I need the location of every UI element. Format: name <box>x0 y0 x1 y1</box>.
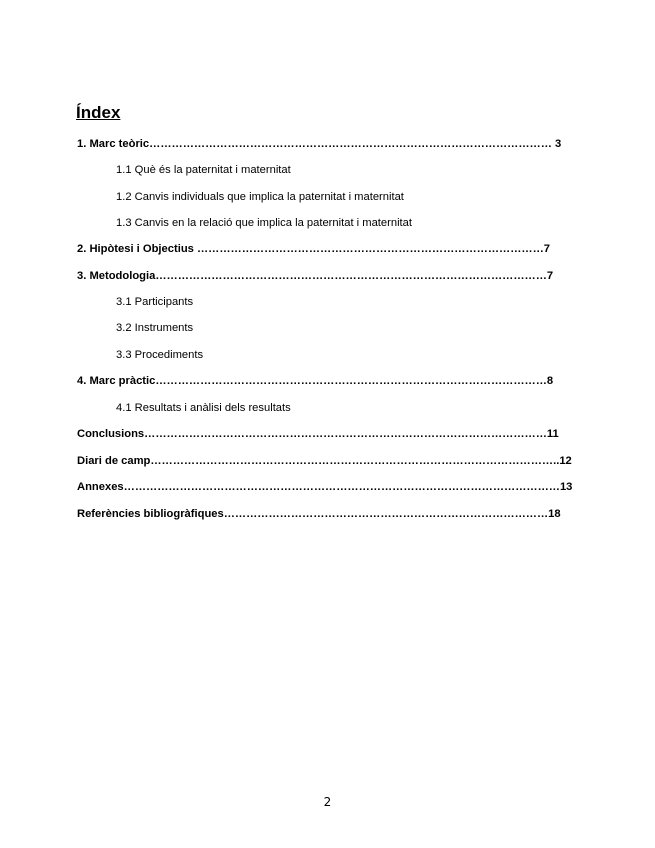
toc-entry: Conclusions………………………………………………………………………………………………11 <box>77 428 559 440</box>
toc-subentry: 1.2 Canvis individuals que implica la paternitat i maternitat <box>116 191 404 203</box>
toc-subentry: 3.1 Participants <box>116 296 194 308</box>
toc-subentry: 3.2 Instruments <box>116 322 194 334</box>
toc-entry: Annexes………………………………………………………………………………………………………13 <box>77 481 573 493</box>
toc-entry: 3. Metodologia……………………………………………………………………………………………7 <box>77 270 554 282</box>
toc-subentry: 1.3 Canvis en la relació que implica la paternitat i maternitat <box>116 217 412 229</box>
toc-entry: 1. Marc teòric……………………………………………………………………………………………… 3 <box>77 138 562 150</box>
toc-entry: 2. Hipòtesi i Objectius …………………………………………………………………………………7 <box>77 243 551 255</box>
page-number: 2 <box>323 795 332 809</box>
toc-subentry: 3.3 Procediments <box>116 349 204 361</box>
toc-entry: 4. Marc pràctic……………………………………………………………………………………………8 <box>77 375 554 387</box>
toc-entry: Diari de camp………………………………………………………………………………………………..12 <box>77 455 572 467</box>
toc-subentry: 4.1 Resultats i anàlisi dels resultats <box>116 402 291 414</box>
index-title: Índex <box>76 103 121 122</box>
toc-subentry: 1.1 Què és la paternitat i maternitat <box>116 164 291 176</box>
toc-entry: Referències bibliogràfiques……………………………………………………………………………18 <box>77 508 561 520</box>
